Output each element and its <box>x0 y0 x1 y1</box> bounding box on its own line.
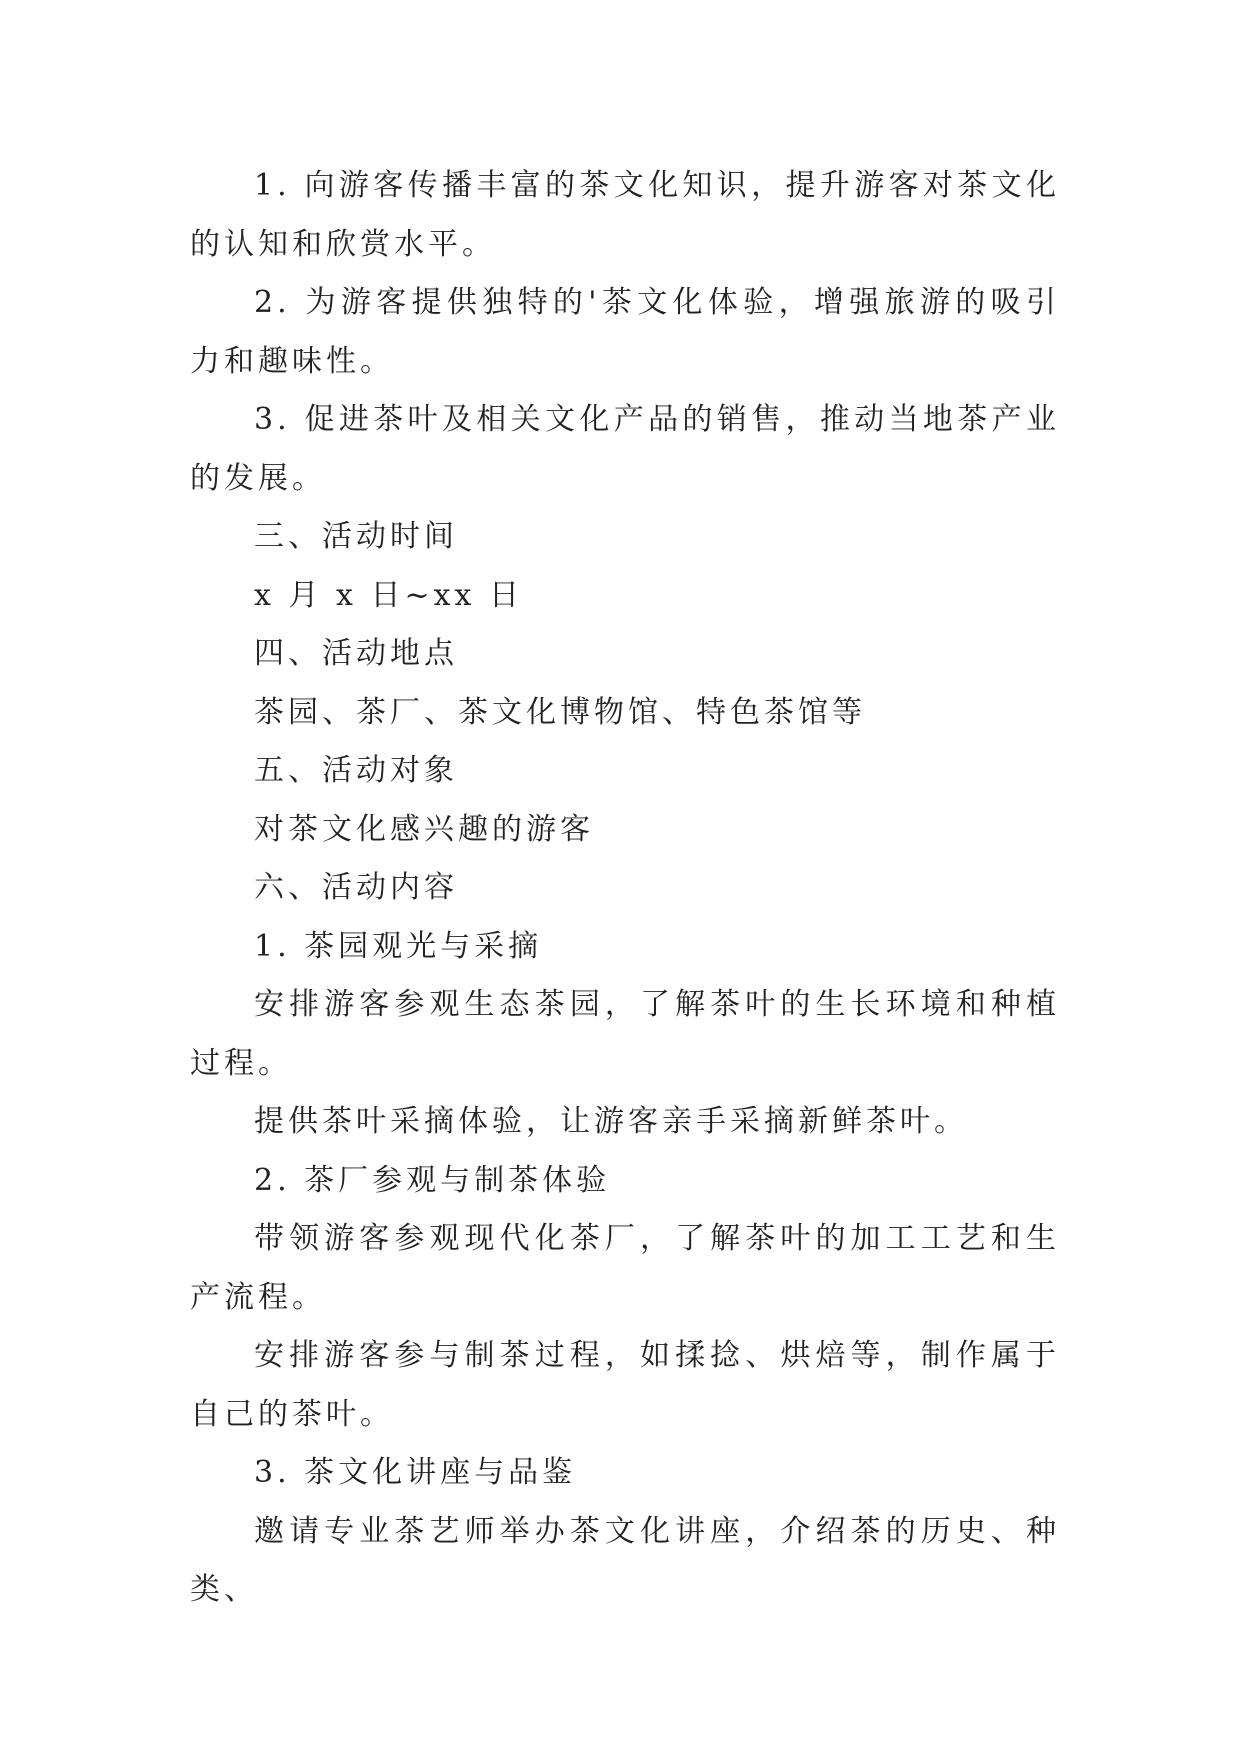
heading-activity-content: 六、活动内容 <box>254 870 458 905</box>
paragraph-tea-garden-visit: 安排游客参观生态茶园，了解茶叶的生长环境和种植过程。 <box>190 987 1060 1081</box>
paragraph-goal-2: 2. 为游客提供独特的'茶文化体验，增强旅游的吸引力和趣味性。 <box>190 285 1060 379</box>
paragraph-activity-audience: 对茶文化感兴趣的游客 <box>254 811 594 847</box>
document-body <box>190 157 1060 1620</box>
paragraph-tea-factory-visit: 带领游客参观现代化茶厂，了解茶叶的加工工艺和生产流程。 <box>190 1221 1060 1315</box>
paragraph-tea-picking: 提供茶叶采摘体验，让游客亲手采摘新鲜茶叶。 <box>254 1104 968 1139</box>
heading-activity-location: 四、活动地点 <box>254 636 458 671</box>
paragraph-tea-lecture: 邀请专业茶艺师举办茶文化讲座，介绍茶的历史、种类、 <box>190 1513 1060 1607</box>
subheading-tea-lecture: 3. 茶文化讲座与品鉴 <box>254 1455 577 1490</box>
paragraph-activity-location: 茶园、茶厂、茶文化博物馆、特色茶馆等 <box>254 694 866 730</box>
paragraph-tea-making: 安排游客参与制茶过程，如揉捻、烘焙等，制作属于自己的茶叶。 <box>190 1338 1060 1432</box>
paragraph-activity-time: x 月 x 日~xx 日 <box>254 577 523 613</box>
heading-activity-audience: 五、活动对象 <box>254 753 458 788</box>
paragraph-goal-3: 3. 促进茶叶及相关文化产品的销售，推动当地茶产业的发展。 <box>190 402 1060 496</box>
heading-activity-time: 三、活动时间 <box>254 519 458 554</box>
subheading-tea-factory: 2. 茶厂参观与制茶体验 <box>254 1162 611 1198</box>
subheading-tea-garden: 1. 茶园观光与采摘 <box>254 928 543 964</box>
paragraph-goal-1: 1. 向游客传播丰富的茶文化知识，提升游客对茶文化的认知和欣赏水平。 <box>190 168 1060 262</box>
